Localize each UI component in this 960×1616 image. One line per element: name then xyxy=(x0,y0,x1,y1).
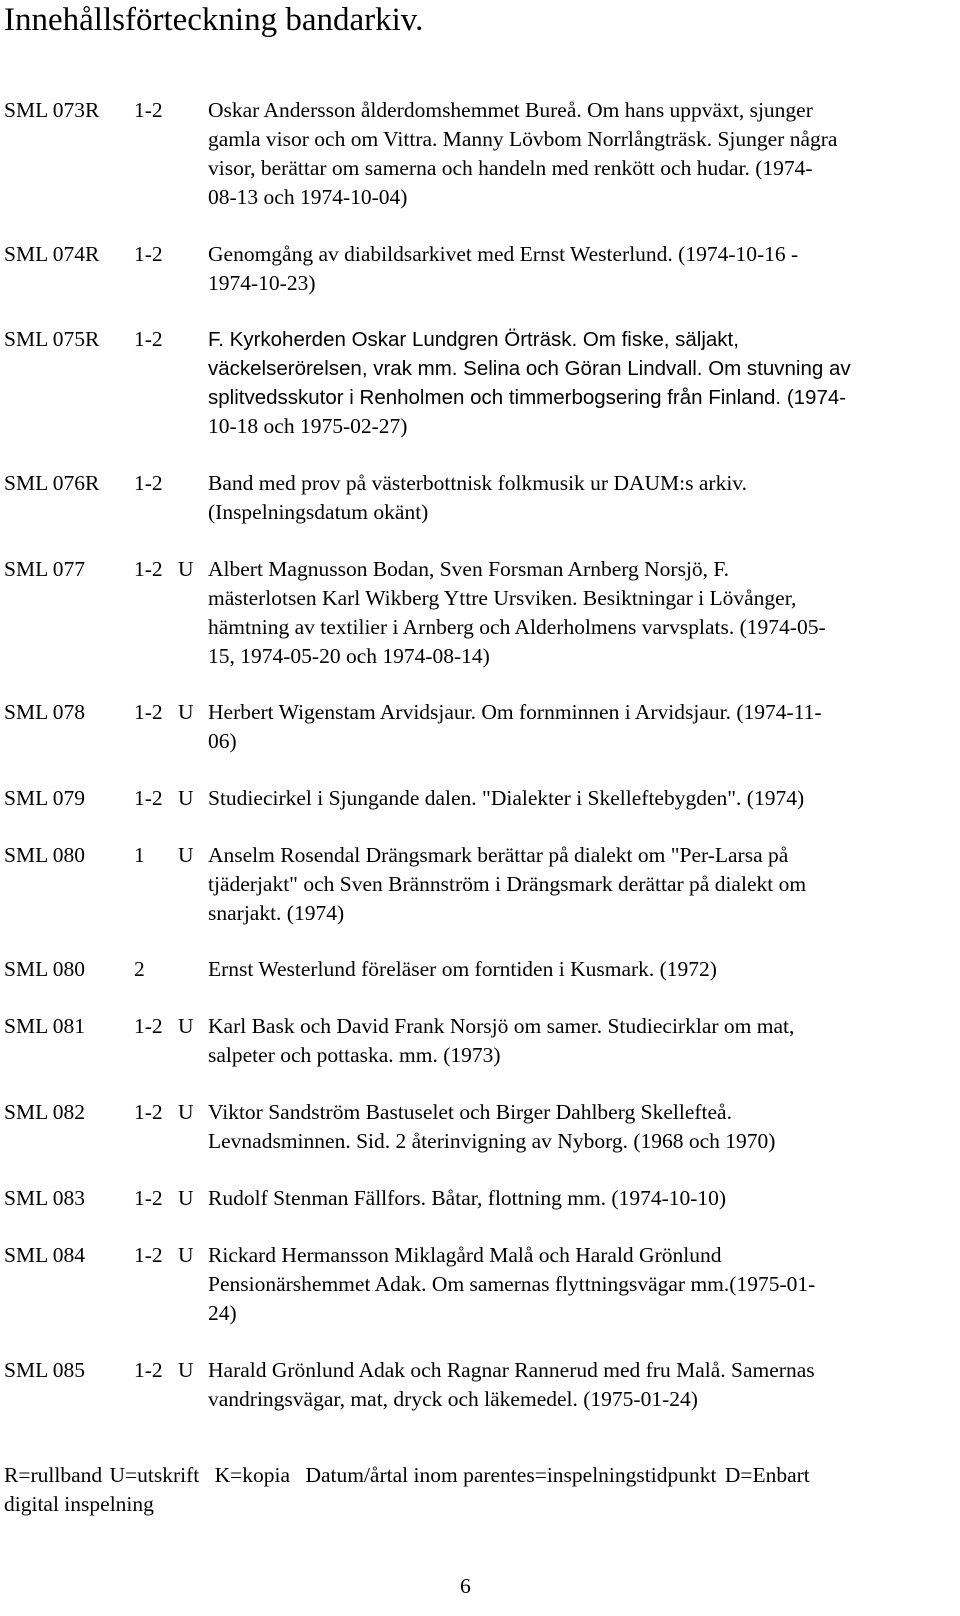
entry-type: U xyxy=(178,1243,194,1267)
entry-description xyxy=(208,1012,933,1070)
entry-tape-number: 1-2 xyxy=(134,1100,163,1124)
entry-tape-number: 1-2 xyxy=(134,1358,163,1382)
entry-description-line: splitvedsskutor i Renholmen och timmerbogsering från Finland. (1974- xyxy=(208,386,847,409)
entry-type: U xyxy=(178,786,194,810)
entry-tape-number: 1-2 xyxy=(134,471,163,495)
entry-description xyxy=(208,240,933,298)
legend-digital: digital inspelning xyxy=(4,1492,154,1516)
entry-code: SML 084 xyxy=(4,1243,86,1267)
entry-tape-number: 1 xyxy=(134,843,145,867)
entry-description-line: salpeter och pottaska. mm. (1973) xyxy=(208,1043,501,1067)
entry-tape-number: 1-2 xyxy=(134,1243,163,1267)
entry-tape-number: 1-2 xyxy=(134,98,163,122)
entry-description-line: Rudolf Stenman Fällfors. Båtar, flottning mm. (1974-10-10) xyxy=(208,1186,727,1210)
entry-type: U xyxy=(178,1014,194,1038)
entry-code: SML 083 xyxy=(4,1186,86,1210)
entry-code: SML 080 xyxy=(4,843,86,867)
entry-code: SML 080 xyxy=(4,957,86,981)
legend-datum: Datum/årtal inom parentes=inspelningstidpunkt xyxy=(305,1463,717,1487)
entry-description-line: Genomgång av diabildsarkivet med Ernst Westerlund. (1974-10-16 - xyxy=(208,242,799,266)
entry-tape-number: 1-2 xyxy=(134,700,163,724)
entry-description-line: 06) xyxy=(208,729,237,753)
legend-kopia: K=kopia xyxy=(214,1463,291,1487)
entry-description-line: hämtning av textilier i Arnberg och Alderholmens varvsplats. (1974-05- xyxy=(208,615,826,639)
legend-rullband: R=rullband xyxy=(4,1463,103,1487)
entry-description-line: Ernst Westerlund föreläser om forntiden i Kusmark. (1972) xyxy=(208,957,717,981)
entry-code: SML 082 xyxy=(4,1100,86,1124)
entry-description-line: Albert Magnusson Bodan, Sven Forsman Arnberg Norsjö, F. xyxy=(208,557,730,581)
entry-code: SML 075R xyxy=(4,327,100,351)
entry-description-line: mästerlotsen Karl Wikberg Yttre Ursviken. Besiktningar i Lövånger, xyxy=(208,586,797,610)
entry-code: SML 085 xyxy=(4,1358,86,1382)
entry-description-line: Studiecirkel i Sjungande dalen. "Dialekter i Skelleftebygden". (1974) xyxy=(208,786,805,810)
entry-description-line: Herbert Wigenstam Arvidsjaur. Om fornminnen i Arvidsjaur. (1974-11- xyxy=(208,700,822,724)
entry-description-line: gamla visor och om Vittra. Manny Lövbom Norrlångträsk. Sjunger några xyxy=(208,127,838,151)
entry-description-line: Band med prov på västerbottnisk folkmusik ur DAUM:s arkiv. xyxy=(208,471,748,495)
entry-type: U xyxy=(178,843,194,867)
entry-description-line: Anselm Rosendal Drängsmark berättar på dialekt om "Per-Larsa på xyxy=(208,843,789,867)
entry-description-line: 15, 1974-05-20 och 1974-08-14) xyxy=(208,644,490,668)
entry-description-line: (Inspelningsdatum okänt) xyxy=(208,500,429,524)
entry-description-line: snarjakt. (1974) xyxy=(208,901,345,925)
entry-description-line: väckelserörelsen, vrak mm. Selina och Göran Lindvall. Om stuvning av xyxy=(208,357,851,380)
entry-description xyxy=(208,841,933,928)
entry-description-line: Oskar Andersson ålderdomshemmet Bureå. Om hans uppväxt, sjunger xyxy=(208,98,813,122)
entry-code: SML 077 xyxy=(4,557,86,581)
entry-description xyxy=(208,555,933,671)
entry-description-line: F. Kyrkoherden Oskar Lundgren Örträsk. Om fiske, säljakt, xyxy=(208,328,739,351)
entry-description xyxy=(208,698,933,756)
entry-description-line: Harald Grönlund Adak och Ragnar Rannerud med fru Malå. Samernas xyxy=(208,1358,815,1382)
entry-description-line: vandringsvägar, mat, dryck och läkemedel. (1975-01-24) xyxy=(208,1387,698,1411)
entry-description xyxy=(208,1184,933,1213)
entry-description xyxy=(208,784,933,813)
entry-code: SML 078 xyxy=(4,700,86,724)
entry-tape-number: 1-2 xyxy=(134,1014,163,1038)
legend xyxy=(4,1461,944,1519)
entry-description xyxy=(208,955,933,984)
entry-description-line: Rickard Hermansson Miklagård Malå och Harald Grönlund xyxy=(208,1243,722,1267)
entry-description-line: 24) xyxy=(208,1301,237,1325)
entry-description-line: 1974-10-23) xyxy=(208,271,316,295)
entry-code: SML 076R xyxy=(4,471,100,495)
entry-description-line: Karl Bask och David Frank Norsjö om samer. Studiecirklar om mat, xyxy=(208,1014,795,1038)
entry-description-line: visor, berättar om samerna och handeln med renkött och hudar. (1974- xyxy=(208,156,813,180)
entry-description-line: 08-13 och 1974-10-04) xyxy=(208,185,408,209)
entry-tape-number: 1-2 xyxy=(134,1186,163,1210)
entry-tape-number: 1-2 xyxy=(134,327,163,351)
entry-description xyxy=(208,96,933,212)
entry-tape-number: 1-2 xyxy=(134,786,163,810)
entry-type: U xyxy=(178,700,194,724)
entry-code: SML 073R xyxy=(4,98,100,122)
entry-description-line: Levnadsminnen. Sid. 2 återinvigning av Nyborg. (1968 och 1970) xyxy=(208,1129,776,1153)
page-title: Innehållsförteckning bandarkiv. xyxy=(4,2,424,38)
entry-code: SML 079 xyxy=(4,786,86,810)
entry-description xyxy=(208,325,933,441)
entry-code: SML 081 xyxy=(4,1014,86,1038)
entry-tape-number: 2 xyxy=(134,957,145,981)
entry-type: U xyxy=(178,1358,194,1382)
page-number: 6 xyxy=(460,1574,471,1598)
entry-description-line: 10-18 och 1975-02-27) xyxy=(208,414,408,438)
legend-enbart: D=Enbart xyxy=(724,1463,810,1487)
entry-description xyxy=(208,1356,933,1414)
entry-description xyxy=(208,1098,933,1156)
entry-description-line: Pensionärshemmet Adak. Om samernas flyttningsvägar mm.(1975-01- xyxy=(208,1272,816,1296)
entry-tape-number: 1-2 xyxy=(134,557,163,581)
entry-type: U xyxy=(178,1100,194,1124)
entry-description xyxy=(208,1241,933,1328)
legend-utskrift: U=utskrift xyxy=(109,1463,200,1487)
entry-description-line: Viktor Sandström Bastuselet och Birger Dahlberg Skellefteå. xyxy=(208,1100,732,1124)
entry-tape-number: 1-2 xyxy=(134,242,163,266)
entry-code: SML 074R xyxy=(4,242,100,266)
entry-type: U xyxy=(178,557,194,581)
entry-description-line: tjäderjakt" och Sven Brännström i Drängsmark derättar på dialekt om xyxy=(208,872,807,896)
entry-description xyxy=(208,469,933,527)
entry-type: U xyxy=(178,1186,194,1210)
